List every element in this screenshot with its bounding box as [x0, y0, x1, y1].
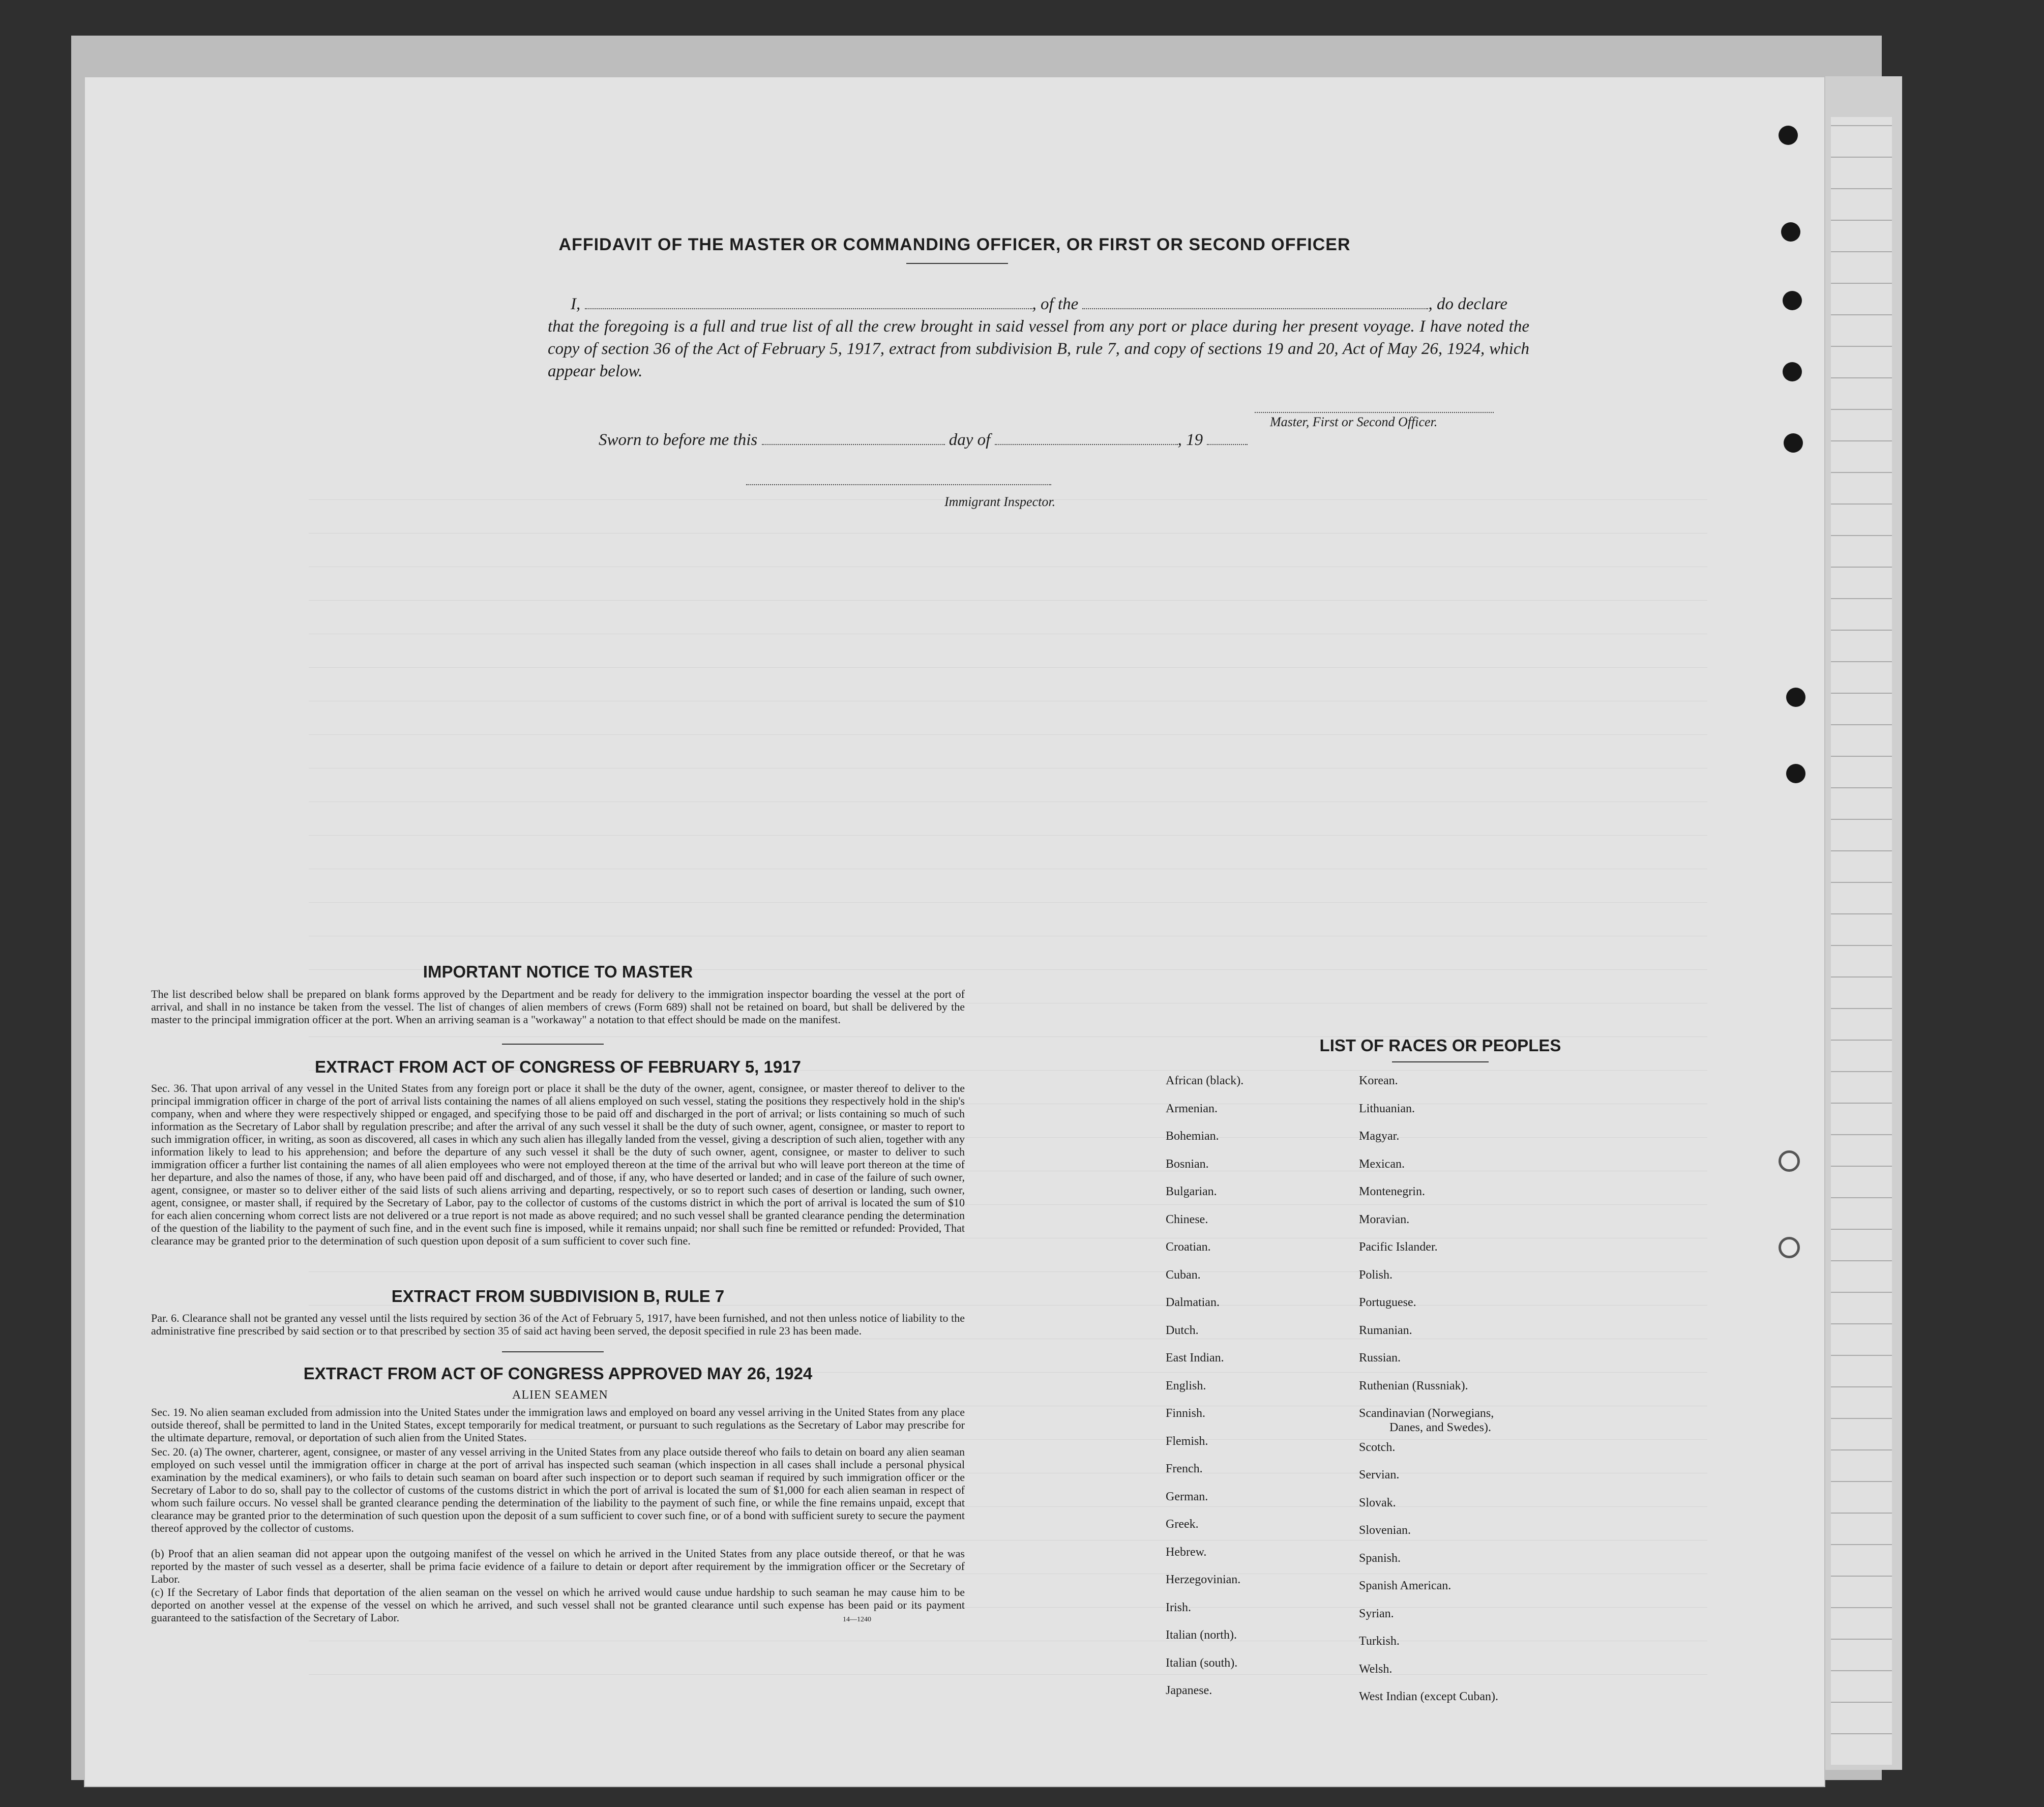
extract-1924-sec20b: (b) Proof that an alien seaman did not appear upon the outgoing manifest of the vessel on which he arrived in the United States from any place outside thereof, or that he was reported by the master of such vessel as a deserter, shall be prima facie evidence of a failure to detain or deport after requirement by the immigration officer or the Secretary of Labor.: [151, 1547, 965, 1585]
section-rule: [502, 1044, 604, 1045]
race-item: Bosnian.: [1166, 1157, 1209, 1171]
race-item: Italian (north).: [1166, 1628, 1237, 1642]
race-item: Croatian.: [1166, 1240, 1211, 1254]
race-item: Italian (south).: [1166, 1656, 1238, 1670]
bleed-through-row: [309, 843, 1707, 869]
bleed-through-row: [309, 743, 1707, 768]
affidavit-declare-text: , do declare: [1428, 295, 1507, 313]
bleed-through-row: [309, 877, 1707, 903]
race-item: West Indian (except Cuban).: [1359, 1690, 1498, 1703]
notice-text: The list described below shall be prepared on blank forms approved by the Department and be ready for delivery to the immigration inspector boarding the vessel at the port of arrival, and shall in no instance be taken from the vessel. The list of changes of alien members of crews (Form 689) shall not be retained on board, but shall be delivered by the master to the principal immigration officer at the port. When an arriving seaman is a "workaway" a notation to that effect should be made on the manifest.: [151, 988, 965, 1026]
race-item: East Indian.: [1166, 1351, 1224, 1365]
race-item: Lithuanian.: [1359, 1102, 1415, 1115]
race-item: Rumanian.: [1359, 1323, 1412, 1337]
race-item: Ruthenian (Russniak).: [1359, 1379, 1468, 1393]
bleed-through-row: [309, 608, 1707, 634]
notice-title: IMPORTANT NOTICE TO MASTER: [423, 962, 693, 981]
form-number: 14—1240: [843, 1616, 871, 1623]
manifest-page: [84, 76, 1825, 1787]
race-item: Moravian.: [1359, 1212, 1410, 1226]
race-item: Flemish.: [1166, 1434, 1208, 1448]
stacked-ledger-edge: [1831, 117, 1892, 1765]
race-item: Montenegrin.: [1359, 1185, 1425, 1198]
sworn-line: [599, 431, 1248, 450]
race-item: Scotch.: [1359, 1440, 1396, 1454]
bleed-through-row: [309, 1246, 1707, 1272]
race-item: Magyar.: [1359, 1130, 1400, 1143]
sworn-prefix: Sworn to before me this: [599, 431, 758, 449]
affidavit-i-text: I,: [571, 295, 581, 313]
race-item: Russian.: [1359, 1351, 1401, 1365]
race-item: Korean.: [1359, 1074, 1398, 1087]
race-item: Chinese.: [1166, 1212, 1208, 1226]
race-item: Scandinavian (Norwegians,: [1359, 1407, 1494, 1420]
extract-rule7-text: Par. 6. Clearance shall not be granted any vessel until the lists required by section 36 of the Act of February 5, 1917, have been furnished, and not then unless notice of liability to the administrative fine prescribed by said section or to that prescribed by section 35 of said act having been served, the deposit specified in rule 23 has been made.: [151, 1312, 965, 1337]
race-item: German.: [1166, 1490, 1208, 1503]
bleed-through-row: [309, 508, 1707, 534]
bleed-through-row: [309, 675, 1707, 701]
bleed-through-row: [309, 776, 1707, 802]
sworn-day-field[interactable]: [762, 432, 945, 445]
race-item: Bulgarian.: [1166, 1185, 1217, 1198]
binder-hole: [1786, 688, 1805, 707]
race-item: Spanish.: [1359, 1551, 1401, 1565]
signature-label: Master, First or Second Officer.: [1270, 414, 1438, 429]
race-item: English.: [1166, 1379, 1206, 1393]
extract-1924-title: EXTRACT FROM ACT OF CONGRESS APPROVED MAY 26, 1924: [303, 1364, 813, 1383]
race-item: Herzegovinian.: [1166, 1573, 1241, 1586]
binder-hole: [1779, 126, 1798, 145]
alien-seamen-subtitle: ALIEN SEAMEN: [512, 1388, 608, 1402]
extract-1924-sec20a: Sec. 20. (a) The owner, charterer, agent, consignee, or master of any vessel arriving in the United States from any place outside thereof who fails to detain on board any alien seaman employed on such vessel until the immigration officer in charge at the port of arrival has inspected such seaman (which inspection in all cases shall include a personal physical examination by the medical examiners), or who fails to detain such seaman on board after such inspection or to deport such seaman if required by such immigration officer or the Secretary of Labor to do so, shall pay to the collector of customs of the customs district in which the port of arrival is located the sum of $1,000 for each alien seaman in respect of whom such failure occurs. No vessel shall be granted clearance pending the determination of the liability to the payment of such fine, or while the fine remains unpaid, except that clearance may be granted prior to the determination of such question upon the deposit of a sum sufficient to cover such fine, or of a bond with sufficient surety to secure the payment thereof approved by the collector of customs.: [151, 1445, 965, 1534]
binder-ring: [1779, 1150, 1800, 1172]
race-item: French.: [1166, 1462, 1203, 1475]
race-item: African (black).: [1166, 1074, 1244, 1087]
race-item: Syrian.: [1359, 1607, 1394, 1620]
race-item: Cuban.: [1166, 1268, 1201, 1282]
affidavit-declaration-line: [571, 295, 1507, 314]
affidavit-title: AFFIDAVIT OF THE MASTER OR COMMANDING OFFICER, OR FIRST OR SECOND OFFICER: [558, 235, 1351, 254]
sworn-year-field[interactable]: [1207, 432, 1248, 445]
vessel-field[interactable]: [1082, 296, 1428, 309]
inspector-label: Immigrant Inspector.: [944, 494, 1056, 509]
bleed-through-row: [309, 910, 1707, 936]
binder-hole: [1786, 764, 1805, 783]
race-item: Danes, and Swedes).: [1389, 1421, 1491, 1434]
race-item: Turkish.: [1359, 1635, 1400, 1648]
race-item: Servian.: [1359, 1468, 1400, 1482]
race-item: Mexican.: [1359, 1157, 1405, 1171]
bleed-through-row: [309, 810, 1707, 836]
race-item: Polish.: [1359, 1268, 1393, 1282]
extract-1924-sec19: Sec. 19. No alien seaman excluded from admission into the United States under the immigration laws and employed on board any vessel arriving in the United States from any place outside thereof, shall be permitted to land in the United States, except temporarily for medical treatment, or pursuant to such regulations as the Secretary of Labor may prescribe for the ultimate departure, removal, or deportation of such alien from the United States.: [151, 1406, 965, 1444]
race-item: Japanese.: [1166, 1684, 1212, 1697]
race-item: Armenian.: [1166, 1102, 1218, 1115]
races-title: LIST OF RACES OR PEOPLES: [1319, 1036, 1561, 1055]
extract-1917-text: Sec. 36. That upon arrival of any vessel in the United States from any foreign port or place it shall be the duty of the owner, agent, consignee, or master thereof to deliver to the principal immigration officer in charge of the port of arrival lists containing the names of all aliens employed on such vessel, stating the positions they respectively hold in the ship's company, when and where they were respectively shipped or engaged, and specifying those to be paid off and discharged in the port of arrival; or lists containing so much of such information as the Secretary of Labor shall by regulation prescribe; and after the arrival of any such vessel it shall be the duty of such owner, agent, consignee, or master to report to such immigration officer, in writing, as soon as discovered, all cases in which any such alien has illegally landed from the vessel, giving a description of such alien, together with any information likely to lead to his apprehension; and before the departure of any such vessel it shall be the duty of such owner, agent, consignee, or master to deliver to such immigration officer a further list containing the names of all alien employees who were not employed thereon at the time of the arrival but who will leave port thereon at the time of her departure, and also the names of those, if any, who have been paid off and discharged, and of those, if any, who have deserted or landed; and in case of the failure of such owner, agent, consignee, or master so to deliver either of the said lists of such aliens arriving and departing, respectively, or so to report such cases of desertion or landing, such owner, agent, consignee, or master shall, if required by the Secretary of Labor, pay to the collector of customs of the customs district in which the port of arrival is located the sum of $10 for each alien concerning whom correct lists are not delivered or a true report is not made as above required; and no such vessel shall be granted clearance pending the determination of the question of the liability to the payment of such fine, and in the event such fine is imposed, while it remains unpaid; nor shall such fine be remitted or refunded: Provided, That clearance may be granted prior to the determination of such question upon deposit of a sum sufficient to cover such fine.: [151, 1082, 965, 1247]
bleed-through-row: [309, 575, 1707, 601]
name-field[interactable]: [585, 296, 1032, 309]
race-item: Spanish American.: [1359, 1579, 1451, 1592]
race-item: Pacific Islander.: [1359, 1240, 1438, 1254]
race-item: Irish.: [1166, 1601, 1191, 1614]
bleed-through-row: [309, 709, 1707, 735]
race-item: Hebrew.: [1166, 1545, 1207, 1559]
extract-1917-title: EXTRACT FROM ACT OF CONGRESS OF FEBRUARY 5, 1917: [315, 1057, 801, 1076]
race-item: Portuguese.: [1359, 1296, 1416, 1309]
bleed-through-row: [309, 1649, 1707, 1675]
section-rule: [502, 1351, 604, 1352]
inspector-signature-field[interactable]: [746, 484, 1051, 485]
extract-1924-sec20c: (c) If the Secretary of Labor finds that deportation of the alien seaman on the vessel on which he arrived would cause undue hardship to such seaman he may cause him to be deported on another vessel at the expense of the vessel on which he arrived, and such vessel shall not be granted clearance until such expense has been paid or its payment guaranteed to the satisfaction of the Secretary of Labor.: [151, 1586, 965, 1624]
title-rule: [906, 263, 1008, 264]
races-rule: [1392, 1061, 1489, 1062]
binder-ring: [1779, 1237, 1800, 1258]
binder-hole: [1783, 291, 1802, 310]
signature-field[interactable]: [1255, 412, 1494, 413]
sworn-year: , 19: [1177, 431, 1203, 449]
race-item: Dalmatian.: [1166, 1296, 1220, 1309]
race-item: Greek.: [1166, 1518, 1199, 1531]
race-item: Bohemian.: [1166, 1130, 1219, 1143]
race-item: Welsh.: [1359, 1662, 1393, 1676]
binder-hole: [1783, 362, 1802, 381]
bleed-through-row: [309, 541, 1707, 567]
bleed-through-row: [309, 642, 1707, 668]
race-item: Slovenian.: [1359, 1524, 1411, 1537]
race-item: Slovak.: [1359, 1496, 1396, 1509]
affidavit-paragraph: that the foregoing is a full and true list of all the crew brought in said vessel from any port or place during her present voyage. I have noted the copy of section 36 of the Act of February 5, 1917, extract from subdivision B, rule 7, and copy of sections 19 and 20, Act of May 26, 1924, which appear below.: [548, 317, 1529, 380]
sworn-month-field[interactable]: [995, 432, 1178, 445]
affidavit-of-the-text: , of the: [1032, 295, 1079, 313]
sworn-day-of: day of: [949, 431, 991, 449]
race-item: Finnish.: [1166, 1407, 1206, 1420]
binder-hole: [1784, 433, 1803, 453]
race-item: Dutch.: [1166, 1323, 1199, 1337]
extract-rule7-title: EXTRACT FROM SUBDIVISION B, RULE 7: [391, 1287, 725, 1306]
